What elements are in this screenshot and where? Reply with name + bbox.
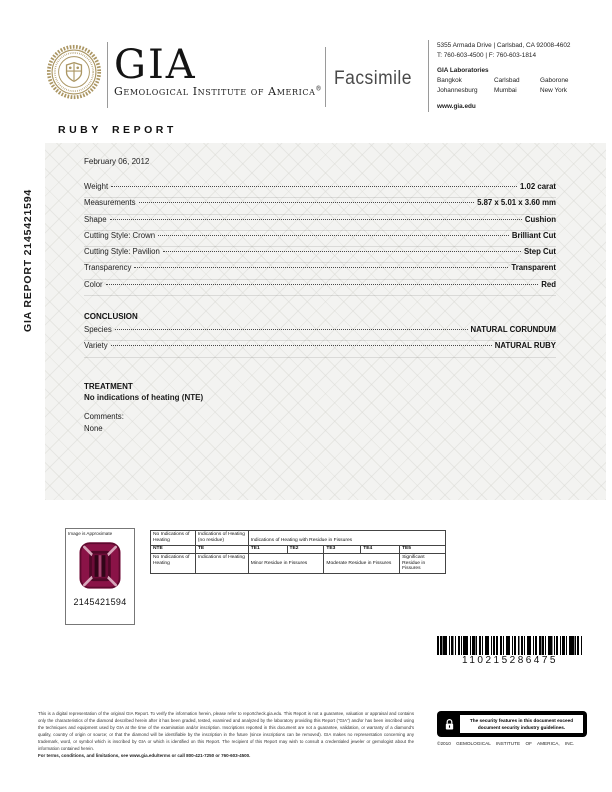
address-line-2: T: 760-603-4500 | F: 760-603-1814 [437,52,537,60]
gia-seal-icon [46,44,102,100]
scale-description-row [151,553,446,574]
security-badge [437,711,587,737]
treatment-scale-table [150,530,446,574]
dotted-leader [110,219,522,220]
ruby-image [73,538,127,594]
lock-icon [441,715,457,733]
barcode [437,636,583,655]
report-row-shape [84,215,556,231]
row-label: Shape [84,214,107,224]
report-row-measurements [84,198,556,214]
image-report-number: 2145421594 [73,597,127,607]
scale-desc-cell: Significant Residue in Fissures [400,553,446,574]
scale-code-cell: TE4 [361,545,400,553]
dotted-leader [158,235,509,236]
dotted-leader [111,345,492,346]
labs-grid [437,76,607,97]
row-label: Species [84,325,112,335]
row-label: Variety [84,341,108,351]
header-address-block [437,41,607,113]
report-row-cutting-crown [84,231,556,247]
treatment-value: No indications of heating (NTE) [84,392,204,402]
lab-city: Carlsbad [494,76,520,84]
lab-city: Gaborone [540,76,569,84]
dotted-leader [115,329,468,330]
report-row-variety [84,341,556,357]
report-row-weight [84,182,556,198]
scale-code-cell: TE3 [324,545,361,553]
gem-image-box [65,528,135,625]
lab-city: Bangkok [437,76,462,84]
dotted-leader [134,267,508,268]
row-value: Step Cut [523,247,556,257]
lab-city: Johannesburg [437,87,478,94]
comments-label: Comments: [84,411,124,421]
row-value: Transparent [511,263,556,273]
scale-desc-cell: Moderate Residue in Fissures [324,553,400,574]
row-label: Cutting Style: Pavilion [84,247,160,257]
treatment-section [84,382,556,433]
terms-line: For terms, conditions, and limitations, see www.gia.edu/terms or call 800-421-7250 or 760-603-4500. [38,753,251,758]
row-value: NATURAL CORUNDUM [470,325,556,335]
gia-logo-name: Gemological Institute of America® [114,85,323,98]
scale-code-row [151,545,446,553]
row-label: Cutting Style: Crown [84,230,156,240]
scale-desc-cell: Indications of Heating [195,553,248,574]
header-divider-1 [107,42,108,108]
scale-group-cell: Indications of Heating (no residue) [195,531,248,546]
facsimile-label: Facsimile [334,68,412,89]
address-line-1: 5355 Armada Drive | Carlsbad, CA 92008-4602 [437,42,571,49]
disclaimer-text: This is a digital representation of the original GIA Report. To verify the information herein, please refer to reportcheck.gia.edu. This Report is not a guarantee, valuation or appraisal and contains only the characteristics of the diamond described herein after it has been graded, tested, examined and analyzed by the laboratory providing this Report ("GIA") and/or has been inscribed using the techniques and equipment used by GIA at the time of the examination and/or inscription. Inscriptions reported in this document are not a guarantee, validation, or warranty of a diamond's quality, country of origin or source; or that the diamond will be identifiable by the inscription in the future (since inscriptions can be removed). GIA makes no representation concerning any trademark, word, or symbol which is inscribed by GIA or which is identified on this Report. The recipient of this Report may wish to consult a credentialed jeweler or gemologist about the information contained herein. [38,711,414,751]
dotted-leader [106,284,539,285]
lab-city: New York [540,87,567,94]
row-value: Brilliant Cut [511,230,556,240]
scale-code-cell: TE1 [248,545,287,553]
scale-group-cell: No Indications of Heating [151,531,196,546]
row-value: NATURAL RUBY [494,341,556,351]
report-title: RUBY REPORT [58,124,177,136]
security-note: The security features in this document exceed document security industry guidelines. [460,715,583,733]
row-label: Measurements [84,198,136,208]
lab-city: Mumbai [494,87,517,94]
scale-desc-cell: Minor Residue in Fissures [248,553,324,574]
treatment-heading: TREATMENT [84,381,133,391]
report-body-panel [45,143,606,500]
comments-value: None [84,423,103,433]
sidebar-report-number: GIA REPORT 2145421594 [22,188,34,332]
scale-group-row [151,531,446,546]
report-date: February 06, 2012 [84,157,150,166]
scale-code-cell: NTE [151,545,196,553]
copyright-line: ©2010 GEMOLOGICAL INSTITUTE OF AMERICA, INC. [437,741,575,746]
scale-group-cell: Indications of Heating with Residue in Fissures [248,531,445,546]
dotted-leader [139,202,475,203]
scale-code-cell: TE2 [287,545,324,553]
row-value: Red [541,279,556,289]
report-row-color [84,280,556,296]
report-row-species [84,325,556,341]
registered-mark: ® [315,85,323,93]
website-link: www.gia.edu [437,103,476,111]
labs-title: GIA Laboratories [437,66,489,74]
scale-code-cell: TE [195,545,248,553]
header-divider-2 [325,47,326,107]
barcode-number: 110215286475 [462,655,558,666]
row-value: 5.87 x 5.01 x 3.60 mm [477,198,556,208]
conclusion-heading: CONCLUSION [84,312,138,322]
dotted-leader [163,251,521,252]
row-value: 1.02 carat [520,182,556,191]
scale-code-cell: TE5 [400,545,446,553]
scale-desc-cell: No Indications of Heating [151,553,196,574]
conclusion-section [84,312,556,358]
row-label: Color [84,279,103,289]
gia-logo [114,42,324,98]
report-row-transparency [84,263,556,279]
report-row-cutting-pavilion [84,247,556,263]
header-divider-3 [428,40,429,112]
image-caption: Image is Approximate [68,531,113,536]
gia-logo-acronym: GIA [114,42,197,88]
row-label: Weight [84,182,109,191]
dotted-leader [111,186,517,187]
row-value: Cushion [524,214,556,224]
row-label: Transparency [84,263,132,273]
